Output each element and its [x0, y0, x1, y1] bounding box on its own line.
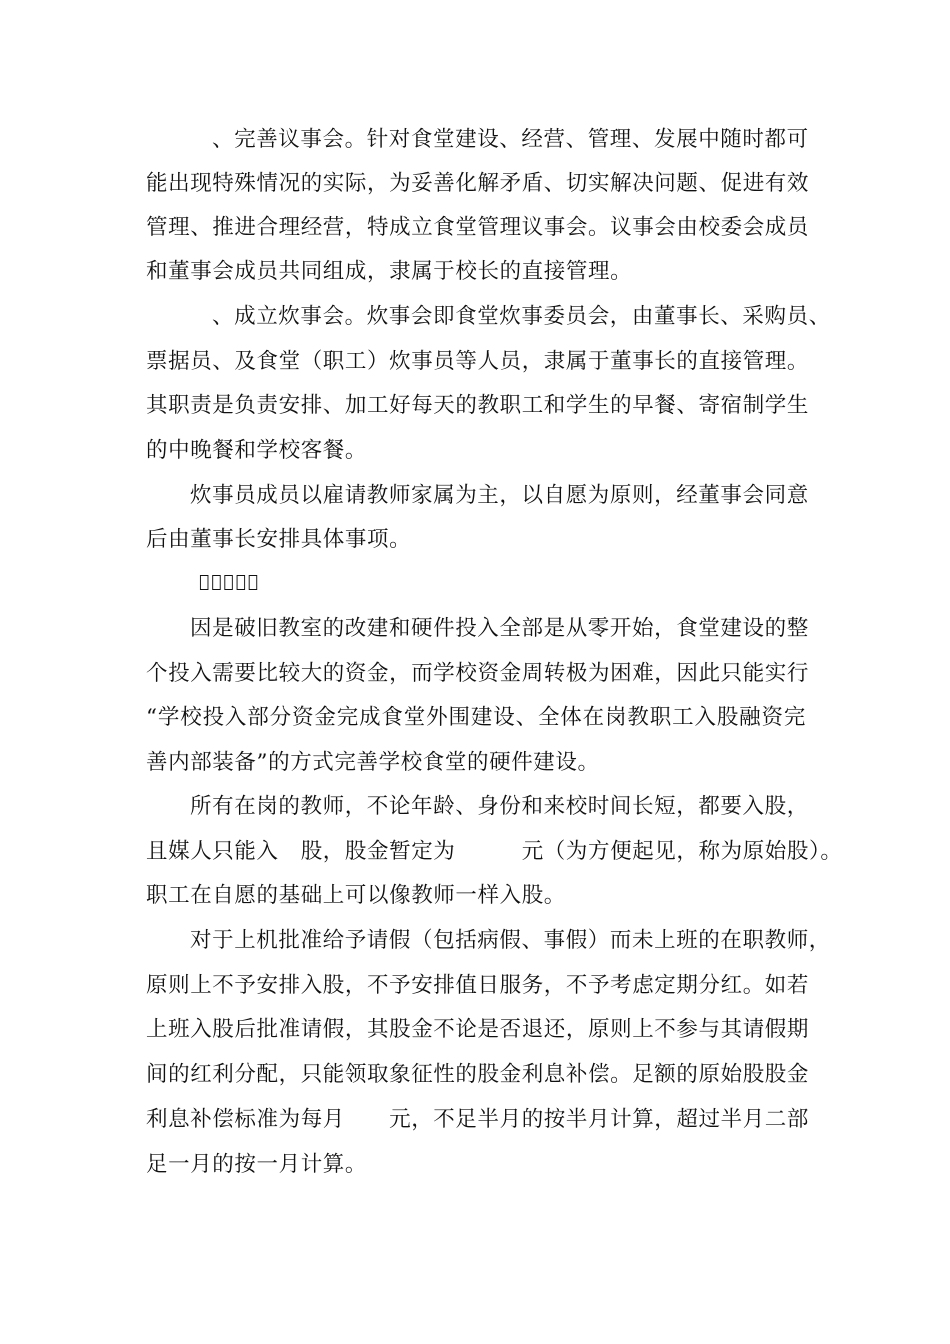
paragraph-6-line-1: 对于上机批准给予请假（包括病假、事假）而未上班的在职教师， — [190, 928, 831, 953]
paragraph-3-line-2: 后由董事长安排具体事项。 — [146, 527, 412, 552]
paragraph-4-line-2: 个投入需要比较大的资金，而学校资金周转极为困难，因此只能实行 — [146, 661, 810, 686]
paragraph-2-line-1: 、成立炊事会。炊事会即食堂炊事委员会，由董事长、采购员、 — [212, 304, 831, 329]
paragraph-2-line-2: 票据员、及食堂（职工）炊事员等人员，隶属于董事长的直接管理。 — [146, 349, 810, 374]
paragraph-5-line-3: 职工在自愿的基础上可以像教师一样入股。 — [146, 883, 566, 908]
section-heading: ￿￿￿￿￿ — [199, 572, 261, 592]
paragraph-1-line-2: 能出现特殊情况的实际，为妥善化解矛盾、切实解决问题、促进有效 — [146, 171, 810, 196]
paragraph-3-line-1: 炊事员成员以雇请教师家属为主，以自愿为原则，经董事会同意 — [190, 483, 809, 508]
paragraph-6-line-5: 利息补偿标准为每月 元，不足半月的按半月计算，超过半月二部 — [146, 1107, 810, 1132]
paragraph-6-line-4: 间的红利分配，只能领取象征性的股金利息补偿。足额的原始股股金 — [146, 1062, 810, 1087]
paragraph-6-line-6: 足一月的按一月计算。 — [146, 1152, 368, 1177]
paragraph-1-line-3: 管理、推进合理经营，特成立食堂管理议事会。议事会由校委会成员 — [146, 215, 810, 240]
paragraph-1-line-4: 和董事会成员共同组成，隶属于校长的直接管理。 — [146, 259, 633, 284]
paragraph-2-line-4: 的中晚餐和学校客餐。 — [146, 438, 368, 463]
paragraph-5-line-1: 所有在岗的教师，不论年龄、身份和来校时间长短，都要入股， — [190, 794, 809, 819]
paragraph-4-line-1: 因是破旧教室的改建和硬件投入全部是从零开始，食堂建设的整 — [190, 616, 809, 641]
paragraph-6-line-3: 上班入股后批准请假，其股金不论是否退还，原则上不参与其请假期 — [146, 1017, 810, 1042]
paragraph-4-line-4: 善内部装备”的方式完善学校食堂的硬件建设。 — [146, 750, 600, 775]
paragraph-6-line-2: 原则上不予安排入股，不予安排值日服务，不予考虑定期分红。如若 — [146, 973, 810, 998]
paragraph-5-line-2: 且媒人只能入 股，股金暂定为 元（为方便起见，称为原始股）。 — [146, 839, 843, 864]
paragraph-2-line-3: 其职责是负责安排、加工好每天的教职工和学生的早餐、寄宿制学生 — [146, 393, 810, 418]
paragraph-4-line-3: “学校投入部分资金完成食堂外围建设、全体在岗教职工入股融资完 — [146, 705, 806, 730]
paragraph-1-line-1: 、完善议事会。针对食堂建设、经营、管理、发展中随时都可 — [212, 127, 809, 152]
